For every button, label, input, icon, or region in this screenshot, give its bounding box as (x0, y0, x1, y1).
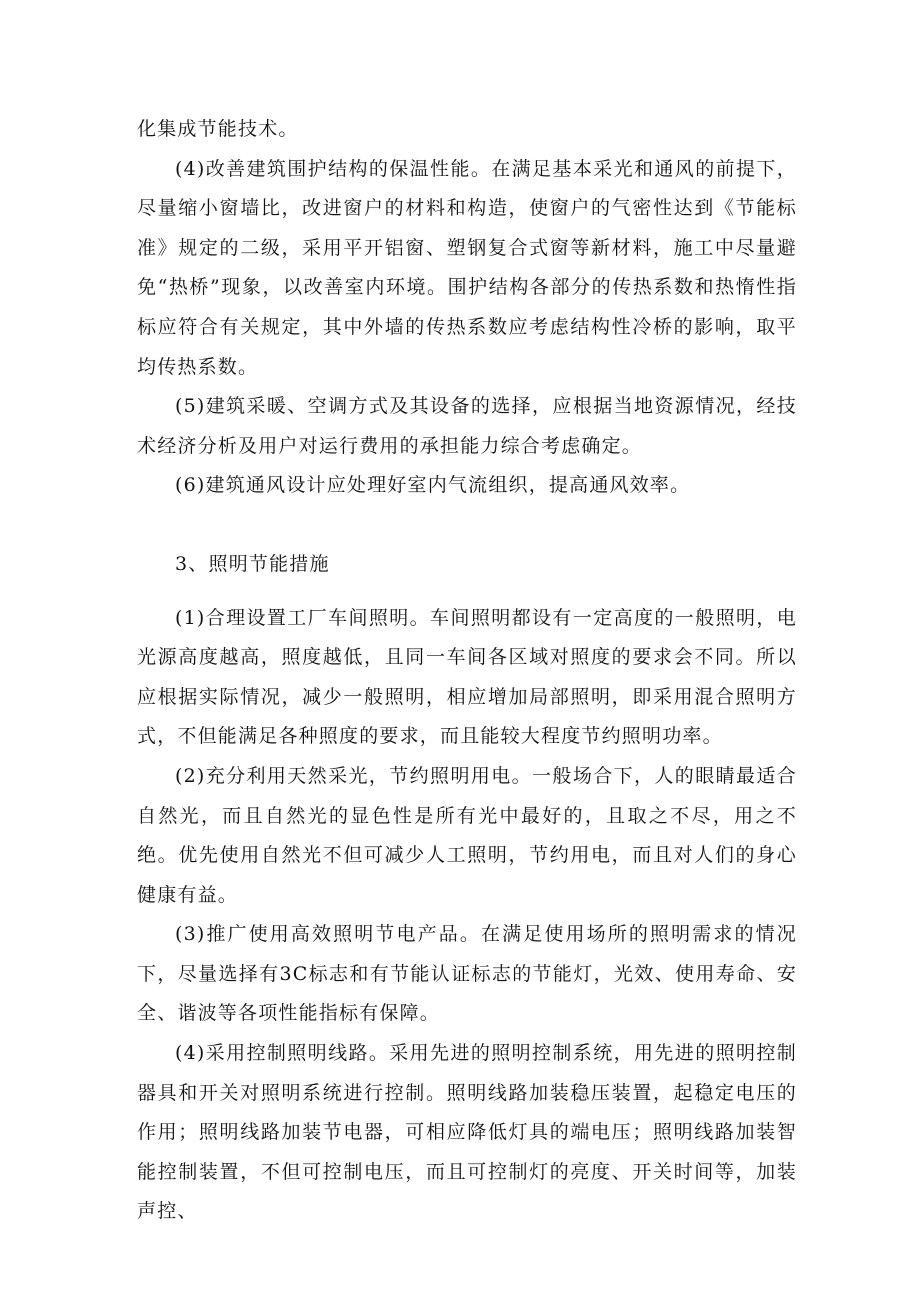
paragraph-lighting-4: (4)采用控制照明线路。采用先进的照明控制系统，用先进的照明控制器具和开关对照明系统进行控制。照明线路加装稳压装置，起稳定电压的作用；照明线路加装节电器，可相应降低灯具的端电压；照明线路加装智能控制装置，不但可控制电压，而且可控制灯的亮度、开关时间等，加装声控、 (137, 1042, 797, 1223)
paragraph-continuation: 化集成节能技术。 (137, 118, 299, 140)
document-body (137, 110, 797, 1232)
paragraph-item-4-envelope: (4)改善建筑围护结构的保温性能。在满足基本采光和通风的前提下，尽量缩小窗墙比，改进窗户的材料和构造，使窗户的气密性达到《节能标准》规定的二级，采用平开铝窗、塑钢复合式窗等新材料，施工中尽量避免“热桥”现象，以改善室内环境。围护结构各部分的传热系数和热惰性指标应符合有关规定，其中外墙的传热系数应考虑结构性冷桥的影响，取平均传热系数。 (137, 157, 797, 378)
section-heading: 3、照明节能措施 (175, 552, 330, 575)
paragraph-lighting-3: (3)推广使用高效照明节电产品。在满足使用场所的照明需求的情况下，尽量选择有3C标志和有节能认证标志的节能灯，光效、使用寿命、安全、谐波等各项性能指标有保障。 (137, 923, 797, 1025)
paragraph-item-5-heating: (5)建筑采暖、空调方式及其设备的选择，应根据当地资源情况，经技术经济分析及用户对运行费用的承担能力综合考虑确定。 (137, 395, 797, 457)
paragraph-lighting-2: (2)充分利用天然采光，节约照明用电。一般场合下，人的眼睛最适合自然光，而且自然光的显色性是所有光中最好的，且取之不尽，用之不绝。优先使用自然光不但可减少人工照明，节约用电，而且对人们的身心健康有益。 (137, 764, 797, 906)
paragraph-lighting-1: (1)合理设置工厂车间照明。车间照明都设有一定高度的一般照明，电光源高度越高，照度越低，且同一车间各区域对照度的要求会不同。所以应根据实际情况，减少一般照明，相应增加局部照明，即采用混合照明方式，不但能满足各种照度的要求，而且能较大程度节约照明功率。 (137, 606, 797, 748)
paragraph-item-6-ventilation: (6)建筑通风设计应处理好室内气流组织，提高通风效率。 (175, 474, 691, 497)
